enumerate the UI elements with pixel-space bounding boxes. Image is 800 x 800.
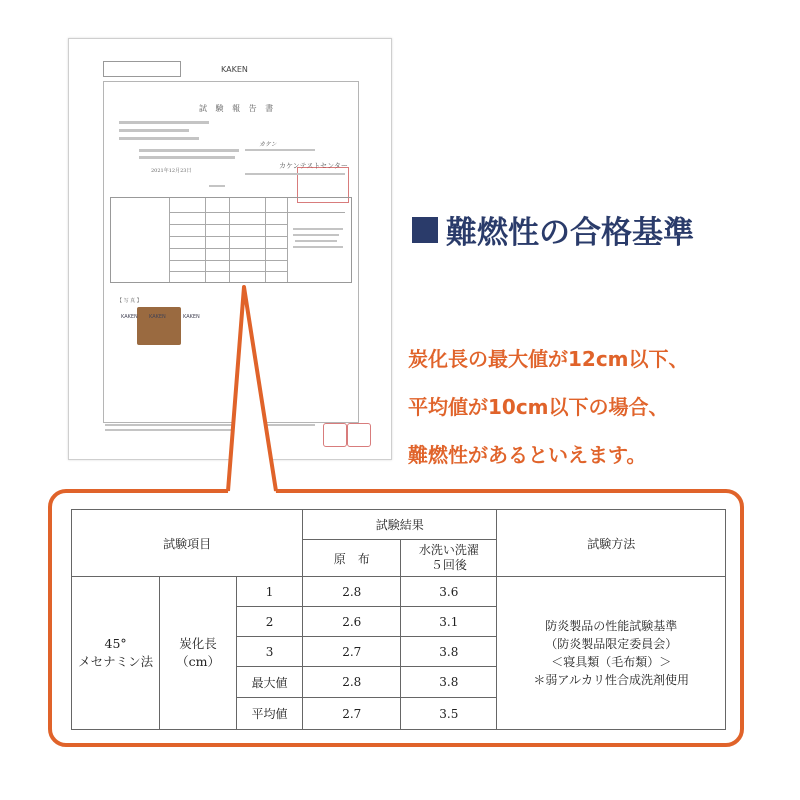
photo-tag: KAKEN <box>183 314 200 320</box>
washed-value: 3.6 <box>401 577 497 607</box>
header-after-wash-line: ５回後 <box>430 558 467 572</box>
pass-criteria-heading <box>412 207 694 252</box>
report-date: 2021年12月23日 <box>151 168 192 174</box>
report-text-line <box>119 129 189 132</box>
original-value: 2.7 <box>303 698 401 730</box>
row-label: 平均値 <box>236 698 302 730</box>
row-label: 3 <box>236 637 302 667</box>
report-seal-stamp <box>323 423 347 447</box>
method-angle: 45° <box>104 636 127 651</box>
photo-tag: KAKEN <box>149 314 166 320</box>
description-line: 難燃性があるといえます。 <box>408 443 647 467</box>
header-after-wash-line: 水洗い洗濯 <box>418 543 479 557</box>
method-name-cell <box>72 577 160 730</box>
row-label: 1 <box>236 577 302 607</box>
original-value: 2.8 <box>303 667 401 698</box>
report-text-line <box>119 137 199 140</box>
report-center-name: カケンテストセンター <box>279 162 348 170</box>
report-footnote-line <box>105 429 255 431</box>
report-text-line <box>209 185 225 187</box>
washed-value: 3.8 <box>401 667 497 698</box>
report-text-line <box>119 121 209 124</box>
report-seal-stamp <box>347 423 371 447</box>
report-text-line <box>245 173 345 175</box>
description-line: 平均値が10cm以下の場合、 <box>408 395 669 419</box>
original-value: 2.7 <box>303 637 401 667</box>
report-corner-tag <box>103 61 181 77</box>
flame-test-results-table <box>71 509 726 730</box>
report-header-logo: KAKEN <box>221 65 248 74</box>
measure-name: 炭化長 <box>179 636 217 651</box>
method-line: ＜寝具類（毛布類）＞ <box>551 655 672 669</box>
report-footnote-line <box>105 424 315 426</box>
row-label: 2 <box>236 607 302 637</box>
washed-value: 3.5 <box>401 698 497 730</box>
square-bullet-icon <box>412 217 438 243</box>
method-line: ＊弱アルカリ性合成洗剤使用 <box>533 673 689 687</box>
washed-value: 3.1 <box>401 607 497 637</box>
criteria-description <box>408 335 689 479</box>
method-line: （防炎製品限定委員会） <box>545 637 678 651</box>
method-name: メセナミン法 <box>78 654 154 669</box>
header-after-wash <box>401 540 497 577</box>
report-text-line <box>245 149 315 151</box>
report-text-line <box>139 156 235 159</box>
original-value: 2.6 <box>303 607 401 637</box>
report-results-table <box>110 197 352 283</box>
report-photo-label: 【 写 真 】 <box>117 298 142 304</box>
washed-value: 3.8 <box>401 637 497 667</box>
original-value: 2.8 <box>303 577 401 607</box>
test-method-cell <box>497 577 726 730</box>
header-test-results: 試験結果 <box>303 510 497 540</box>
test-report-document <box>68 38 392 460</box>
fabric-sample-photo <box>137 307 181 345</box>
report-title: 試 験 報 告 書 <box>199 104 277 113</box>
header-test-item: 試験項目 <box>72 510 303 577</box>
row-label: 最大値 <box>236 667 302 698</box>
header-test-method: 試験方法 <box>497 510 726 577</box>
description-line: 炭化長の最大値が12cm以下、 <box>408 347 689 371</box>
measure-unit: （cm） <box>176 654 220 669</box>
heading-text: 難燃性の合格基準 <box>446 215 694 251</box>
report-text-line <box>139 149 239 152</box>
header-original-fabric: 原 布 <box>303 540 401 577</box>
photo-tag: KAKEN <box>121 314 138 320</box>
method-line: 防炎製品の性能試験基準 <box>545 619 678 633</box>
measure-cell <box>160 577 237 730</box>
report-issuer-logo: カケン <box>259 141 277 148</box>
